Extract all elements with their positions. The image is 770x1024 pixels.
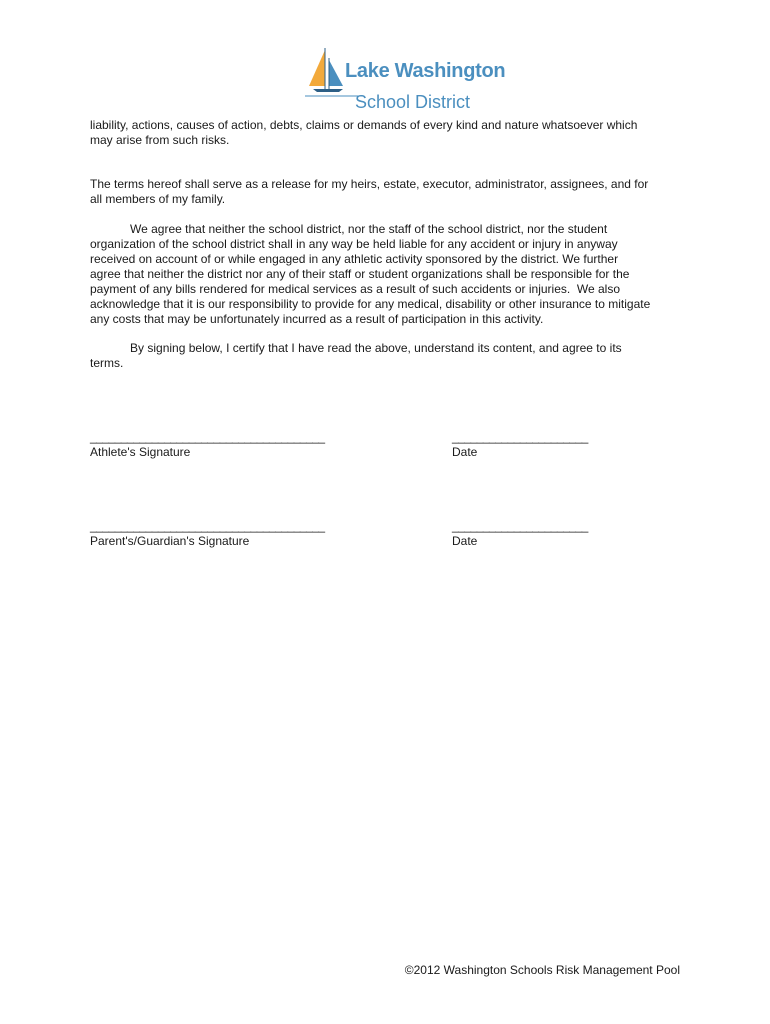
athlete-date-line[interactable]: ______________________ — [452, 430, 588, 444]
paragraph-agreement: We agree that neither the school district, nor the staff of the school district, nor the student organization of the school district shall in any way be held liable for any accident or injury in anyway received on account of or while engaged in any athletic activity sponsored by the district. We further agree that neither the district nor any of their staff or student organizations shall be responsible for the payment of any bills rendered for medical services as a result of such accidents or injuries. We also acknowledge that it is our responsibility to provide for any medical, disability or other insurance to mitigate any costs that may be unfortunately incurred as a result of participation in this activity. — [90, 222, 651, 326]
athlete-date-label: Date — [452, 445, 478, 459]
logo-text-bottom: School District — [355, 92, 471, 112]
paragraph-liability: liability, actions, causes of action, debts, claims or demands of every kind and nature whatsoever which may arise from such risks. — [90, 118, 638, 147]
copyright-footer: ©2012 Washington Schools Risk Management Pool — [404, 963, 680, 977]
athlete-signature-label: Athlete's Signature — [90, 445, 191, 459]
athlete-signature-line[interactable]: ______________________________________ — [90, 430, 325, 444]
district-logo — [303, 44, 506, 118]
paragraph-certification: By signing below, I certify that I have read the above, understand its content, and agree to its terms. — [90, 341, 622, 370]
logo-text-top: Lake Washington — [345, 60, 506, 82]
parent-date-label: Date — [452, 534, 478, 548]
parent-signature-line[interactable]: ______________________________________ — [90, 519, 325, 533]
parent-date-line[interactable]: ______________________ — [452, 519, 588, 533]
parent-signature-label: Parent's/Guardian's Signature — [90, 534, 250, 548]
paragraph-terms: The terms hereof shall serve as a release for my heirs, estate, executor, administrator, assignees, and for all members of my family. — [90, 177, 649, 206]
